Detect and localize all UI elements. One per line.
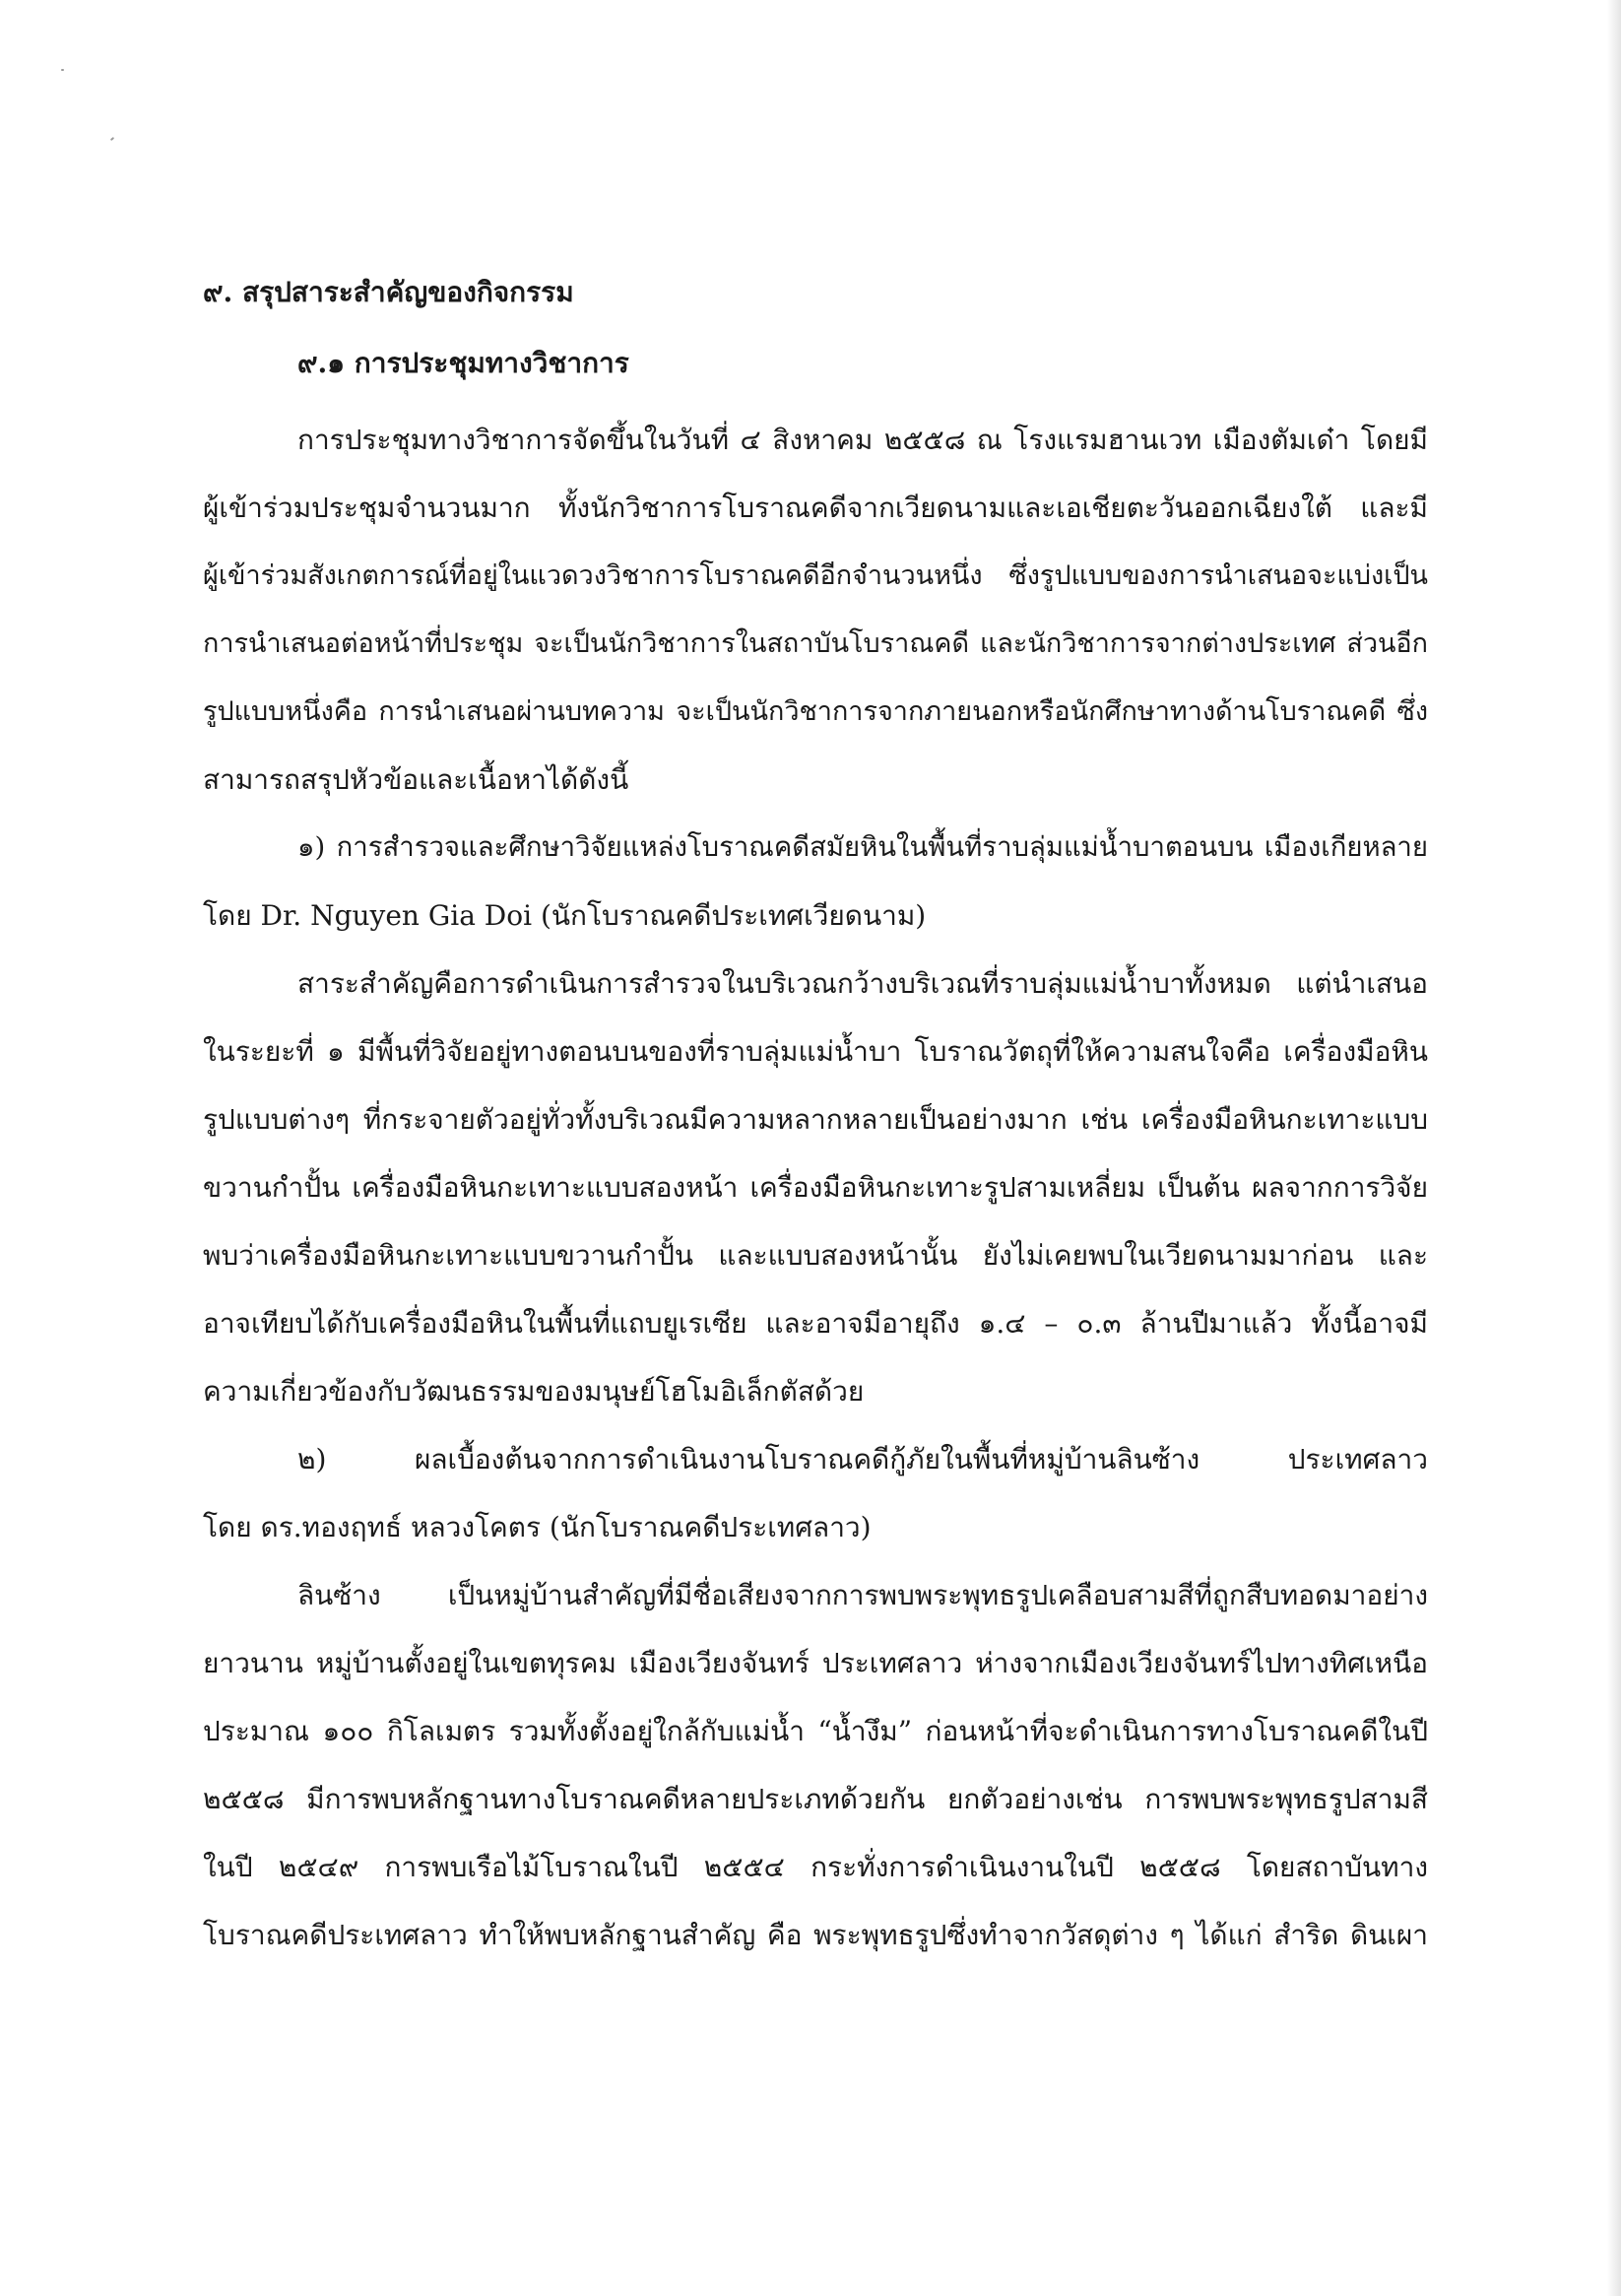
text-line: ในระยะที่ ๑ มีพื้นที่วิจัยอยู่ทางตอนบนของที่ราบลุ่มแม่น้ำบา โบราณวัตถุที่ให้ความสนใจคือ เครื่องมือหิน <box>203 1035 1428 1068</box>
text-line: พบว่าเครื่องมือหินกะเทาะแบบขวานกำปั้น และแบบสองหน้านั้น ยังไม่เคยพบในเวียดนามมาก่อน และ <box>203 1239 1428 1272</box>
text-line: ๒) ผลเบื้องต้นจากการดำเนินงานโบราณคดีกู้ภัยในพื้นที่หมู่บ้านลินซ้าง ประเทศลาว <box>297 1443 1428 1476</box>
text-line: สามารถสรุปหัวข้อและเนื้อหาได้ดังนี้ <box>203 763 629 796</box>
text-line: อาจเทียบได้กับเครื่องมือหินในพื้นที่แถบยูเรเซีย และอาจมีอายุถึง ๑.๔ – ๐.๓ ล้านปีมาแล้ว ทั้งนี้อาจมี <box>203 1307 1428 1340</box>
section-heading: ๙. สรุปสาระสำคัญของกิจกรรม <box>203 276 574 308</box>
text-line: ยาวนาน หมู่บ้านตั้งอยู่ในเขตทุรคม เมืองเวียงจันทร์ ประเทศลาว ห่างจากเมืองเวียงจันทร์ไปทางทิศเหนือ <box>203 1647 1428 1679</box>
text-line: ๒๕๕๘ มีการพบหลักฐานทางโบราณคดีหลายประเภทด้วยกัน ยกตัวอย่างเช่น การพบพระพุทธรูปสามสี <box>203 1783 1428 1815</box>
text-line: การนำเสนอต่อหน้าที่ประชุม จะเป็นนักวิชาการในสถาบันโบราณคดี และนักวิชาการจากต่างประเทศ ส่วนอีก <box>203 628 1428 659</box>
text-line: ลินซ้าง เป็นหมู่บ้านสำคัญที่มีชื่อเสียงจากการพบพระพุทธรูปเคลือบสามสีที่ถูกสืบทอดมาอย่าง <box>297 1579 1428 1611</box>
text-line: โบราณคดีประเทศลาว ทำให้พบหลักฐานสำคัญ คือ พระพุทธรูปซึ่งทำจากวัสดุต่าง ๆ ได้แก่ สำริด ดินเผา <box>203 1919 1428 1951</box>
subsection-heading: ๙.๑ การประชุมทางวิชาการ <box>297 347 629 379</box>
text-line: สาระสำคัญคือการดำเนินการสำรวจในบริเวณกว้างบริเวณที่ราบลุ่มแม่น้ำบาทั้งหมด แต่นำเสนอ <box>297 967 1428 1000</box>
text-line: โดย Dr. Nguyen Gia Doi (นักโบราณคดีประเทศเวียดนาม) <box>203 899 927 932</box>
text-line: ความเกี่ยวข้องกับวัฒนธรรมของมนุษย์โฮโมอิเล็กตัสด้วย <box>203 1375 865 1408</box>
text-line: รูปแบบหนึ่งคือ การนำเสนอผ่านบทความ จะเป็นนักวิชาการจากภายนอกหรือนักศึกษาทางด้านโบราณคดี ซึ่ง <box>203 696 1428 727</box>
text-line: การประชุมทางวิชาการจัดขึ้นในวันที่ ๔ สิงหาคม ๒๕๕๘ ณ โรงแรมฮานเวท เมืองตัมเด๋า โดยมี <box>297 424 1428 456</box>
text-line: ผู้เข้าร่วมสังเกตการณ์ที่อยู่ในแวดวงวิชาการโบราณคดีอีกจำนวนหนึ่ง ซึ่งรูปแบบของการนำเสนอจะแบ่งเป็น <box>203 560 1428 591</box>
text-line: รูปแบบต่างๆ ที่กระจายตัวอยู่ทั่วทั้งบริเวณมีความหลากหลายเป็นอย่างมาก เช่น เครื่องมือหินกะเทาะแบบ <box>203 1103 1428 1136</box>
text-line: ประมาณ ๑๐๐ กิโลเมตร รวมทั้งตั้งอยู่ใกล้กับแม่น้ำ “น้ำงึม” ก่อนหน้าที่จะดำเนินการทางโบราณคดีในปี <box>203 1715 1428 1747</box>
document-body <box>203 268 1428 1969</box>
text-line: โดย ดร.ทองฤทธ์ หลวงโคตร (นักโบราณคดีประเทศลาว) <box>203 1511 872 1543</box>
paragraph-topic-2-summary <box>203 1561 1428 1969</box>
paragraph-topic-1-title <box>203 814 1428 950</box>
page-edge-shadow <box>1607 0 1621 2296</box>
paragraph-topic-1-summary <box>203 950 1428 1425</box>
scan-speck <box>61 69 64 71</box>
text-line: ผู้เข้าร่วมประชุมจำนวนมาก ทั้งนักวิชาการโบราณคดีจากเวียดนามและเอเชียตะวันออกเฉียงใต้ และมี <box>203 492 1428 524</box>
paragraph-meeting-overview <box>203 406 1428 814</box>
text-line: ในปี ๒๕๔๙ การพบเรือไม้โบราณในปี ๒๕๕๔ กระทั่งการดำเนินงานในปี ๒๕๕๘ โดยสถาบันทาง <box>203 1851 1428 1883</box>
text-line: ๑) การสำรวจและศึกษาวิจัยแหล่งโบราณคดีสมัยหินในพื้นที่ราบลุ่มแม่น้ำบาตอนบน เมืองเกียหลาย <box>297 831 1428 863</box>
paragraph-topic-2-title <box>203 1425 1428 1561</box>
scan-speck <box>110 137 114 141</box>
text-line: ขวานกำปั้น เครื่องมือหินกะเทาะแบบสองหน้า เครื่องมือหินกะเทาะรูปสามเหลี่ยม เป็นต้น ผลจากการวิจัย <box>203 1171 1428 1204</box>
